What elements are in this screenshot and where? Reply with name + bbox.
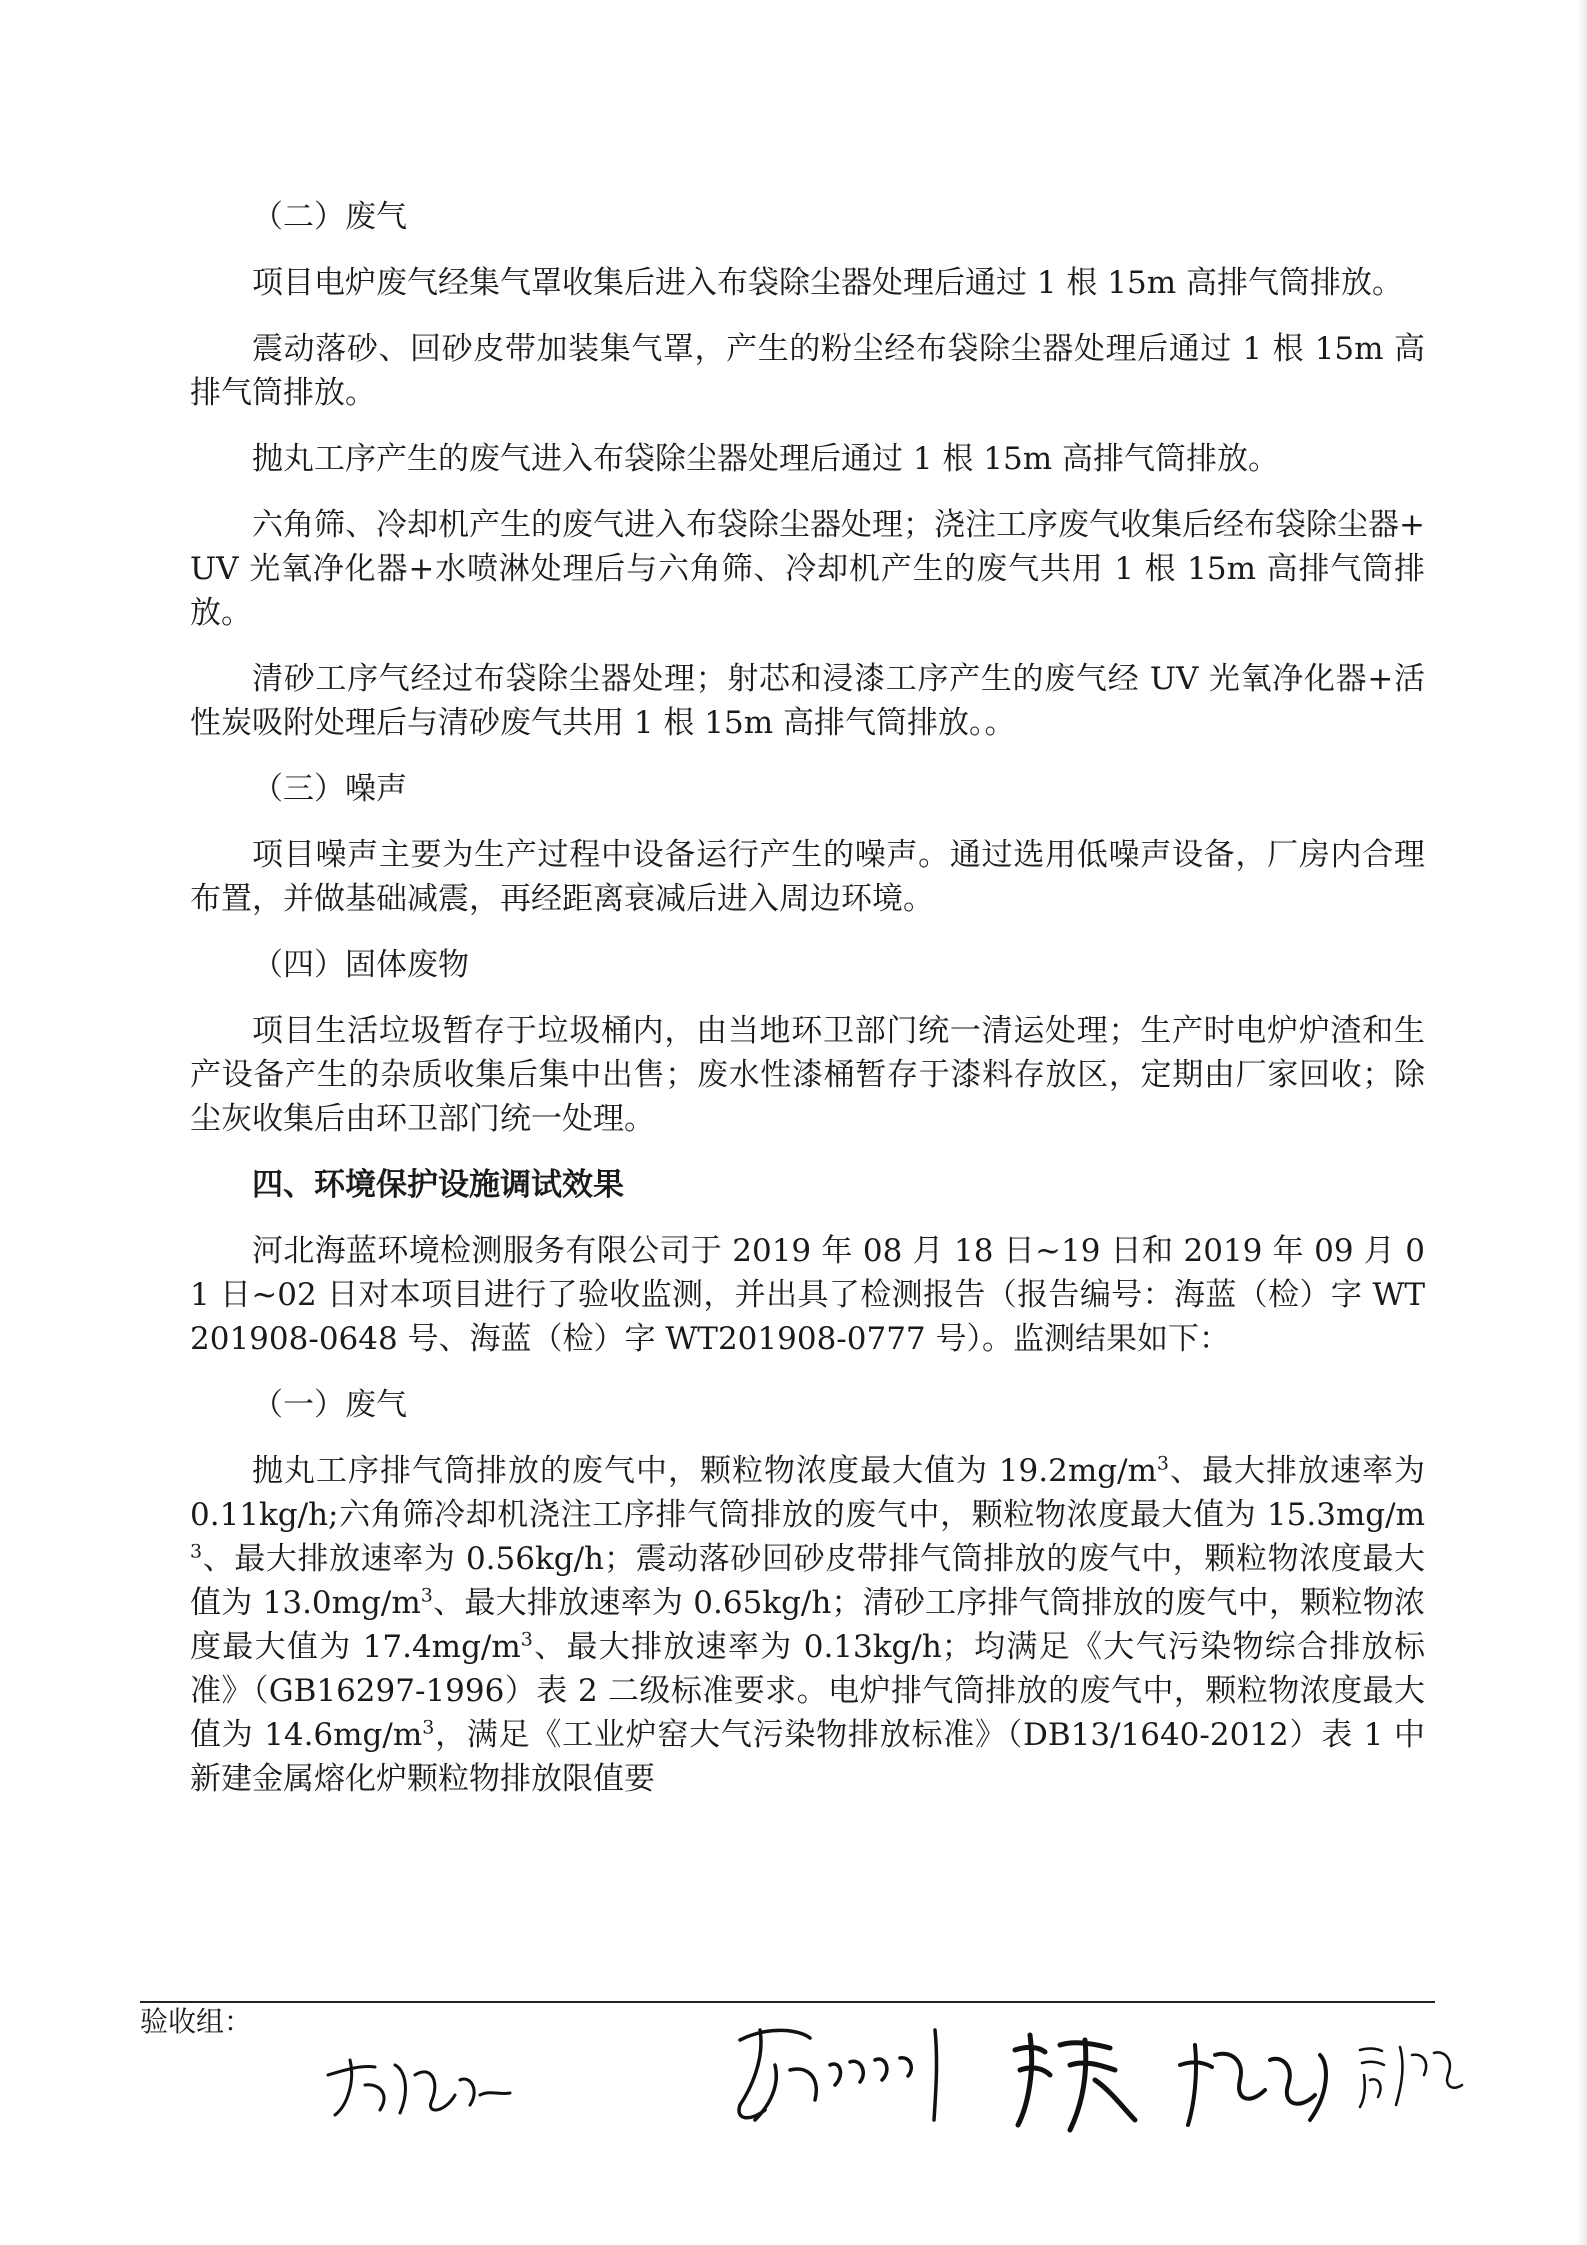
acceptance-group-label: 验收组： [140,2005,253,2038]
results-text-f: ，满足《工业炉窑大气污染物排放标准》（DB13/1640-2012）表 1 中新建金属熔化炉颗粒物排放限值要 [190,1717,1425,1797]
unit-superscript: 3 [422,1716,435,1739]
signature-1 [320,2035,520,2125]
signature-3 [1000,2020,1150,2140]
unit-superscript: 3 [520,1628,533,1651]
paragraph-monitoring-intro: 河北海蓝环境检测服务有限公司于 2019 年 08 月 18 日~19 日和 2019 年 09 月 01 日~02 日对本项目进行了验收监测，并出具了检测报告（报告编号：海蓝（检）字 WT201908-0648 号、海蓝（检）字 WT201908-0777 号）。监测结果如下： [190,1233,1425,1357]
unit-superscript: 3 [1156,1452,1170,1475]
unit-superscript: 3 [420,1584,433,1607]
paragraph-shakeout-exhaust: 震动落砂、回砂皮带加装集气罩，产生的粉尘经布袋除尘器处理后通过 1 根 15m 高排气筒排放。 [190,331,1425,411]
unit-superscript: 3 [190,1540,203,1563]
paragraph-furnace-exhaust: 项目电炉废气经集气罩收集后进入布袋除尘器处理后通过 1 根 15m 高排气筒排放。 [252,265,1403,301]
results-text-e: 、最大排放速率为 0.13kg/h；均满足《大气污染物综合排放标准》（GB16297-1996）表 2 二级标准要求。电炉排气筒排放的废气中，颗粒物浓度最大值为 14.6mg/m [190,1629,1425,1753]
paragraph-noise: 项目噪声主要为生产过程中设备运行产生的噪声。通过选用低噪声设备，厂房内合理布置，并做基础减震，再经距离衰减后进入周边环境。 [190,837,1425,917]
section-3-heading: （三）噪声 [252,771,407,807]
results-text-c: 、最大排放速率为 0.56kg/h；震动落砂回砂皮带排气筒排放的废气中，颗粒物浓度最大值为 13.0mg/m [190,1541,1425,1621]
signature-5 [1350,2035,1470,2115]
signature-area [280,2010,1480,2160]
results-text-a: 抛丸工序排气筒排放的废气中，颗粒物浓度最大值为 19.2mg/m [252,1453,1157,1489]
page-edge [1577,0,1587,2245]
section-2-heading: （二）废气 [252,199,407,235]
paragraph-exhaust-results [190,1449,1425,1801]
section-4-heading: （四）固体废物 [252,947,469,983]
results-text-b: 、最大排放速率为 0.11kg/h;六角筛冷却机浇注工序排气筒排放的废气中，颗粒物浓度最大值为 15.3mg/m [190,1453,1425,1533]
monitoring-exhaust-heading: （一）废气 [252,1387,407,1423]
document-body [190,195,1425,1823]
signature-4 [1170,2025,1340,2135]
signature-2 [720,2010,980,2140]
footer-divider [140,2001,1435,2003]
results-text-d: 、最大排放速率为 0.65kg/h；清砂工序排气筒排放的废气中，颗粒物浓度最大值为 17.4mg/m [190,1585,1425,1665]
paragraph-cleaning-exhaust: 清砂工序气经过布袋除尘器处理；射芯和浸漆工序产生的废气经 UV 光氧净化器+活性炭吸附处理后与清砂废气共用 1 根 15m 高排气筒排放。。 [190,661,1425,741]
chapter-4-heading: 四、环境保护设施调试效果 [252,1167,624,1203]
paragraph-screen-cooler-exhaust: 六角筛、冷却机产生的废气进入布袋除尘器处理；浇注工序废气收集后经布袋除尘器+UV 光氧净化器+水喷淋处理后与六角筛、冷却机产生的废气共用 1 根 15m 高排气筒排放。 [190,507,1425,631]
paragraph-solid-waste: 项目生活垃圾暂存于垃圾桶内，由当地环卫部门统一清运处理；生产时电炉炉渣和生产设备产生的杂质收集后集中出售；废水性漆桶暂存于漆料存放区，定期由厂家回收；除尘灰收集后由环卫部门统一处理。 [190,1013,1425,1137]
paragraph-shotblast-exhaust: 抛丸工序产生的废气进入布袋除尘器处理后通过 1 根 15m 高排气筒排放。 [252,441,1279,477]
